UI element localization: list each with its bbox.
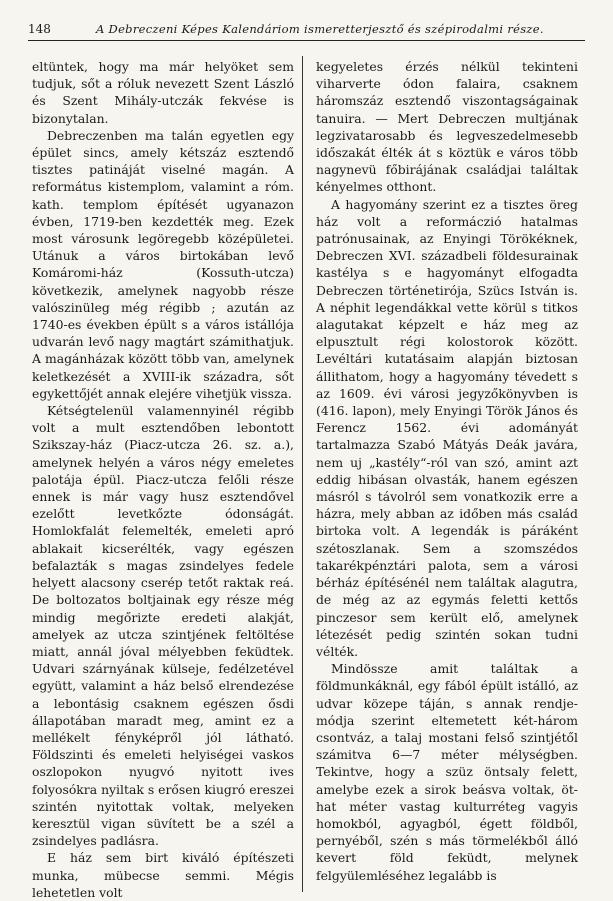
column-divider	[302, 56, 303, 892]
page-header	[28, 20, 585, 41]
paragraph: Mindössze amit találtak a földmunkáknál, egy fából épült istálló, az udvar közepe táján, s annak rendje-módja szerint eltemetett két-három csontváz, a talaj mostani felső szintjétől számitva 6—7 méter mélységben. Tekintve, hogy a szüz öntsaly felett, amelybe ezek a sirok beásva voltak, öt-hat méter vastag kulturréteg vagyis homokból, agyagból, égett földből, pernyéből, szén s más törmelékből álló kevert föld feküdt, melynek felgyülemléséhez legalább is	[316, 661, 578, 883]
paragraph: kegyeletes érzés nélkül tekinteni viharverte ódon falaira, csaknem háromszáz esztendő viszontagságainak tanuira. — Mert Debreczen multjának legzivatarosabb és legveszedelmesebb időszakát élték át s köztük e város több nagynevü főbirájának családjai találtak kényelmes otthont.	[316, 59, 578, 195]
paragraph: E ház sem birt kiváló építészeti munka, mübecse semmi. Mégis lehetetlen volt	[32, 850, 294, 900]
right-column	[316, 58, 578, 884]
paragraph: eltüntek, hogy ma már helyöket sem tudjuk, sőt a róluk nevezett Szent László és Szent Mihály-utczák fekvése is bizonytalan.	[32, 59, 294, 126]
left-column	[32, 58, 294, 901]
paragraph: A hagyomány szerint ez a tisztes öreg ház volt a reformáczió hatalmas patrónusainak, az Enyingi Törökéknek, Debreczen XVI. századbeli földesurainak kastélya s e hagyományt elfogadta Debreczen történetirója, Szücs István is. A néphit legendákkal vette körül s titkos alagutakat képzelt e ház meg az elpusztult régi kolostorok között. Levéltári kutatásaim alapján biztosan állithatom, hogy a hagyomány tévedett s az 1609. évi városi jegyzőkönyvben is (416. lapon), mely Enyingi Török János és Ferencz 1562. évi adományát tartalmazza Szabó Mátyás Deák javára, nem uj „kastély“-ról van szó, amint azt eddig hibásan olvasták, hanem egészen másról s távolról sem vonatkozik erre a házra, mely abban az időben más család birtoka volt. A legendák is páráként szétoszlanak. Sem a szomszédos takarékpénztári palota, sem a városi bérház építésénél nem találtak alagutra, de még az az egymás feletti kettős pinczesor sem került elő, amelynek létezését pedig szintén sokan tudni vélték.	[316, 196, 578, 659]
page-number: 148	[28, 22, 51, 36]
paragraph: Debreczenben ma talán egyetlen egy épület sincs, amely kétszáz esztendő tisztes patináját viselné magán. A református kistemplom, valamint a róm. kath. templom építését ugyanazon évben, 1719-ben kezdették meg. Ezek most városunk legöregebb középületei. Utánuk a város birtokában levő Komáromi-ház (Kossuth-utcza) következik, amelynek nagyobb része valószinüleg még régibb ; azután az 1740-es években épült s a város istállója udvarán levő nagy magtárt számithatjuk. A magánházak között több van, amelynek keletkezését a XVIII-ik századra, sőt egykettőjét annak elejére vihetjük vissza.	[32, 127, 294, 401]
paragraph: Kétségtelenül valamennyinél régibb volt a mult esztendőben lebontott Szikszay-ház (Piacz-utcza 26. sz. a.), amelynek helyén a város négy emeletes palotája épül. Piacz-utcza felőli része ennek is már vagy husz esztendővel ezelőtt levetkőzte ódonságát. Homlokfalát felemelték, emeleti apró ablakait kicserélték, vagy egészen befalazták s magas zsindelyes fedele helyett alacsony cserép tetőt raktak reá. De boltozatos boltjainak egy része még mindig megőrizte eredeti alakját, amelyek az utcza szintjének feltöltése miatt, annál jóval mélyebben feküdtek. Udvari szárnyának külseje, fedélzetével együtt, valamint a ház belső elrendezése a lebontásig csaknem egészen ősdi állapotában maradt meg, amint ez a mellékelt fényképről jól látható. Földszinti és emeleti helyiségei vaskos oszlopokon nyugvó nyitott ives folyosókra nyiltak s erősen kiugró ereszei szintén nyitottak voltak, melyeken keresztül vigan süvített be a szél a zsindelyes padlásra.	[32, 403, 294, 849]
running-title: A Debreczeni Képes Kalendáriom ismeretterjesztő és szépirodalmi része.	[96, 22, 544, 36]
